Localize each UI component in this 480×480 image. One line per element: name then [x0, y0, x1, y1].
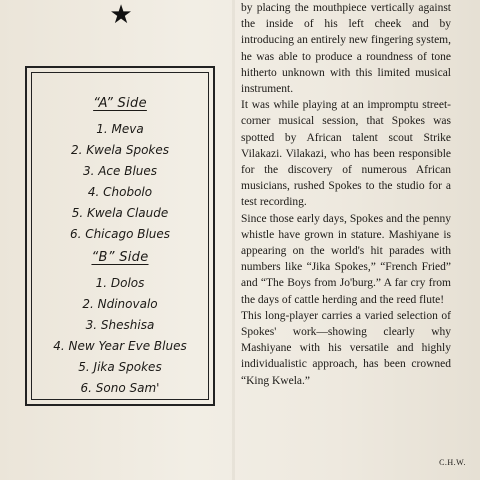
side-b-track: 6. Sono Sam' [80, 381, 160, 395]
side-a-track: 5. Kwela Claude [71, 206, 169, 220]
side-b-heading-text: “B” Side [91, 250, 149, 265]
side-b-track: 3. Sheshisa [85, 318, 155, 332]
side-b-heading [27, 250, 213, 265]
side-a-track: 4. Chobolo [87, 185, 153, 199]
liner-paragraph: This long-player carries a varied selection of Spokes' work—showing clearly why Mashiyane with his versatile and highly individualistic approach, has been crowned “King Kwela.” [241, 309, 451, 387]
liner-paragraph: It was while playing at an impromptu street-corner musical session, that Spokes was spotted by African talent scout Strike Vilakazi. Vilakazi, who has been responsible for the discovery of numerous African musicians, rushed Spokes to the studio for a test recording. [241, 99, 451, 209]
side-a-track: 6. Chicago Blues [69, 227, 171, 241]
author-credit: C.H.W. [439, 458, 466, 467]
side-a-heading-text: “A” Side [93, 96, 147, 111]
side-b-track: 5. Jika Spokes [78, 360, 162, 374]
page-fold [232, 0, 235, 480]
star-icon: ★ [109, 0, 133, 30]
side-a-track: 3. Ace Blues [82, 164, 158, 178]
side-b-track: 2. Ndinovalo [82, 297, 158, 311]
side-a-track: 1. Meva [96, 122, 144, 136]
liner-paragraph: by placing the mouthpiece vertically against the inside of his left cheek and by introducing an entirely new fingering system, he was able to produce a roundness of tone hitherto unknown with this limited musical instrument. [241, 2, 451, 96]
liner-paragraph: Since those early days, Spokes and the penny whistle have grown in stature. Mashiyane is appearing on the world's hit parades with numbers like “Jika Spokes,” “French Fried” and “The Boys from Jo'burg.” A far cry from the days of cattle herding and the reed flute! [241, 212, 451, 306]
side-b-track: 1. Dolos [95, 276, 145, 290]
side-a-track: 2. Kwela Spokes [71, 143, 169, 157]
liner-notes-text [241, 0, 451, 389]
side-a-heading [27, 96, 213, 111]
track-list-frame [25, 66, 215, 406]
side-b-track: 4. New Year Eve Blues [53, 339, 187, 353]
